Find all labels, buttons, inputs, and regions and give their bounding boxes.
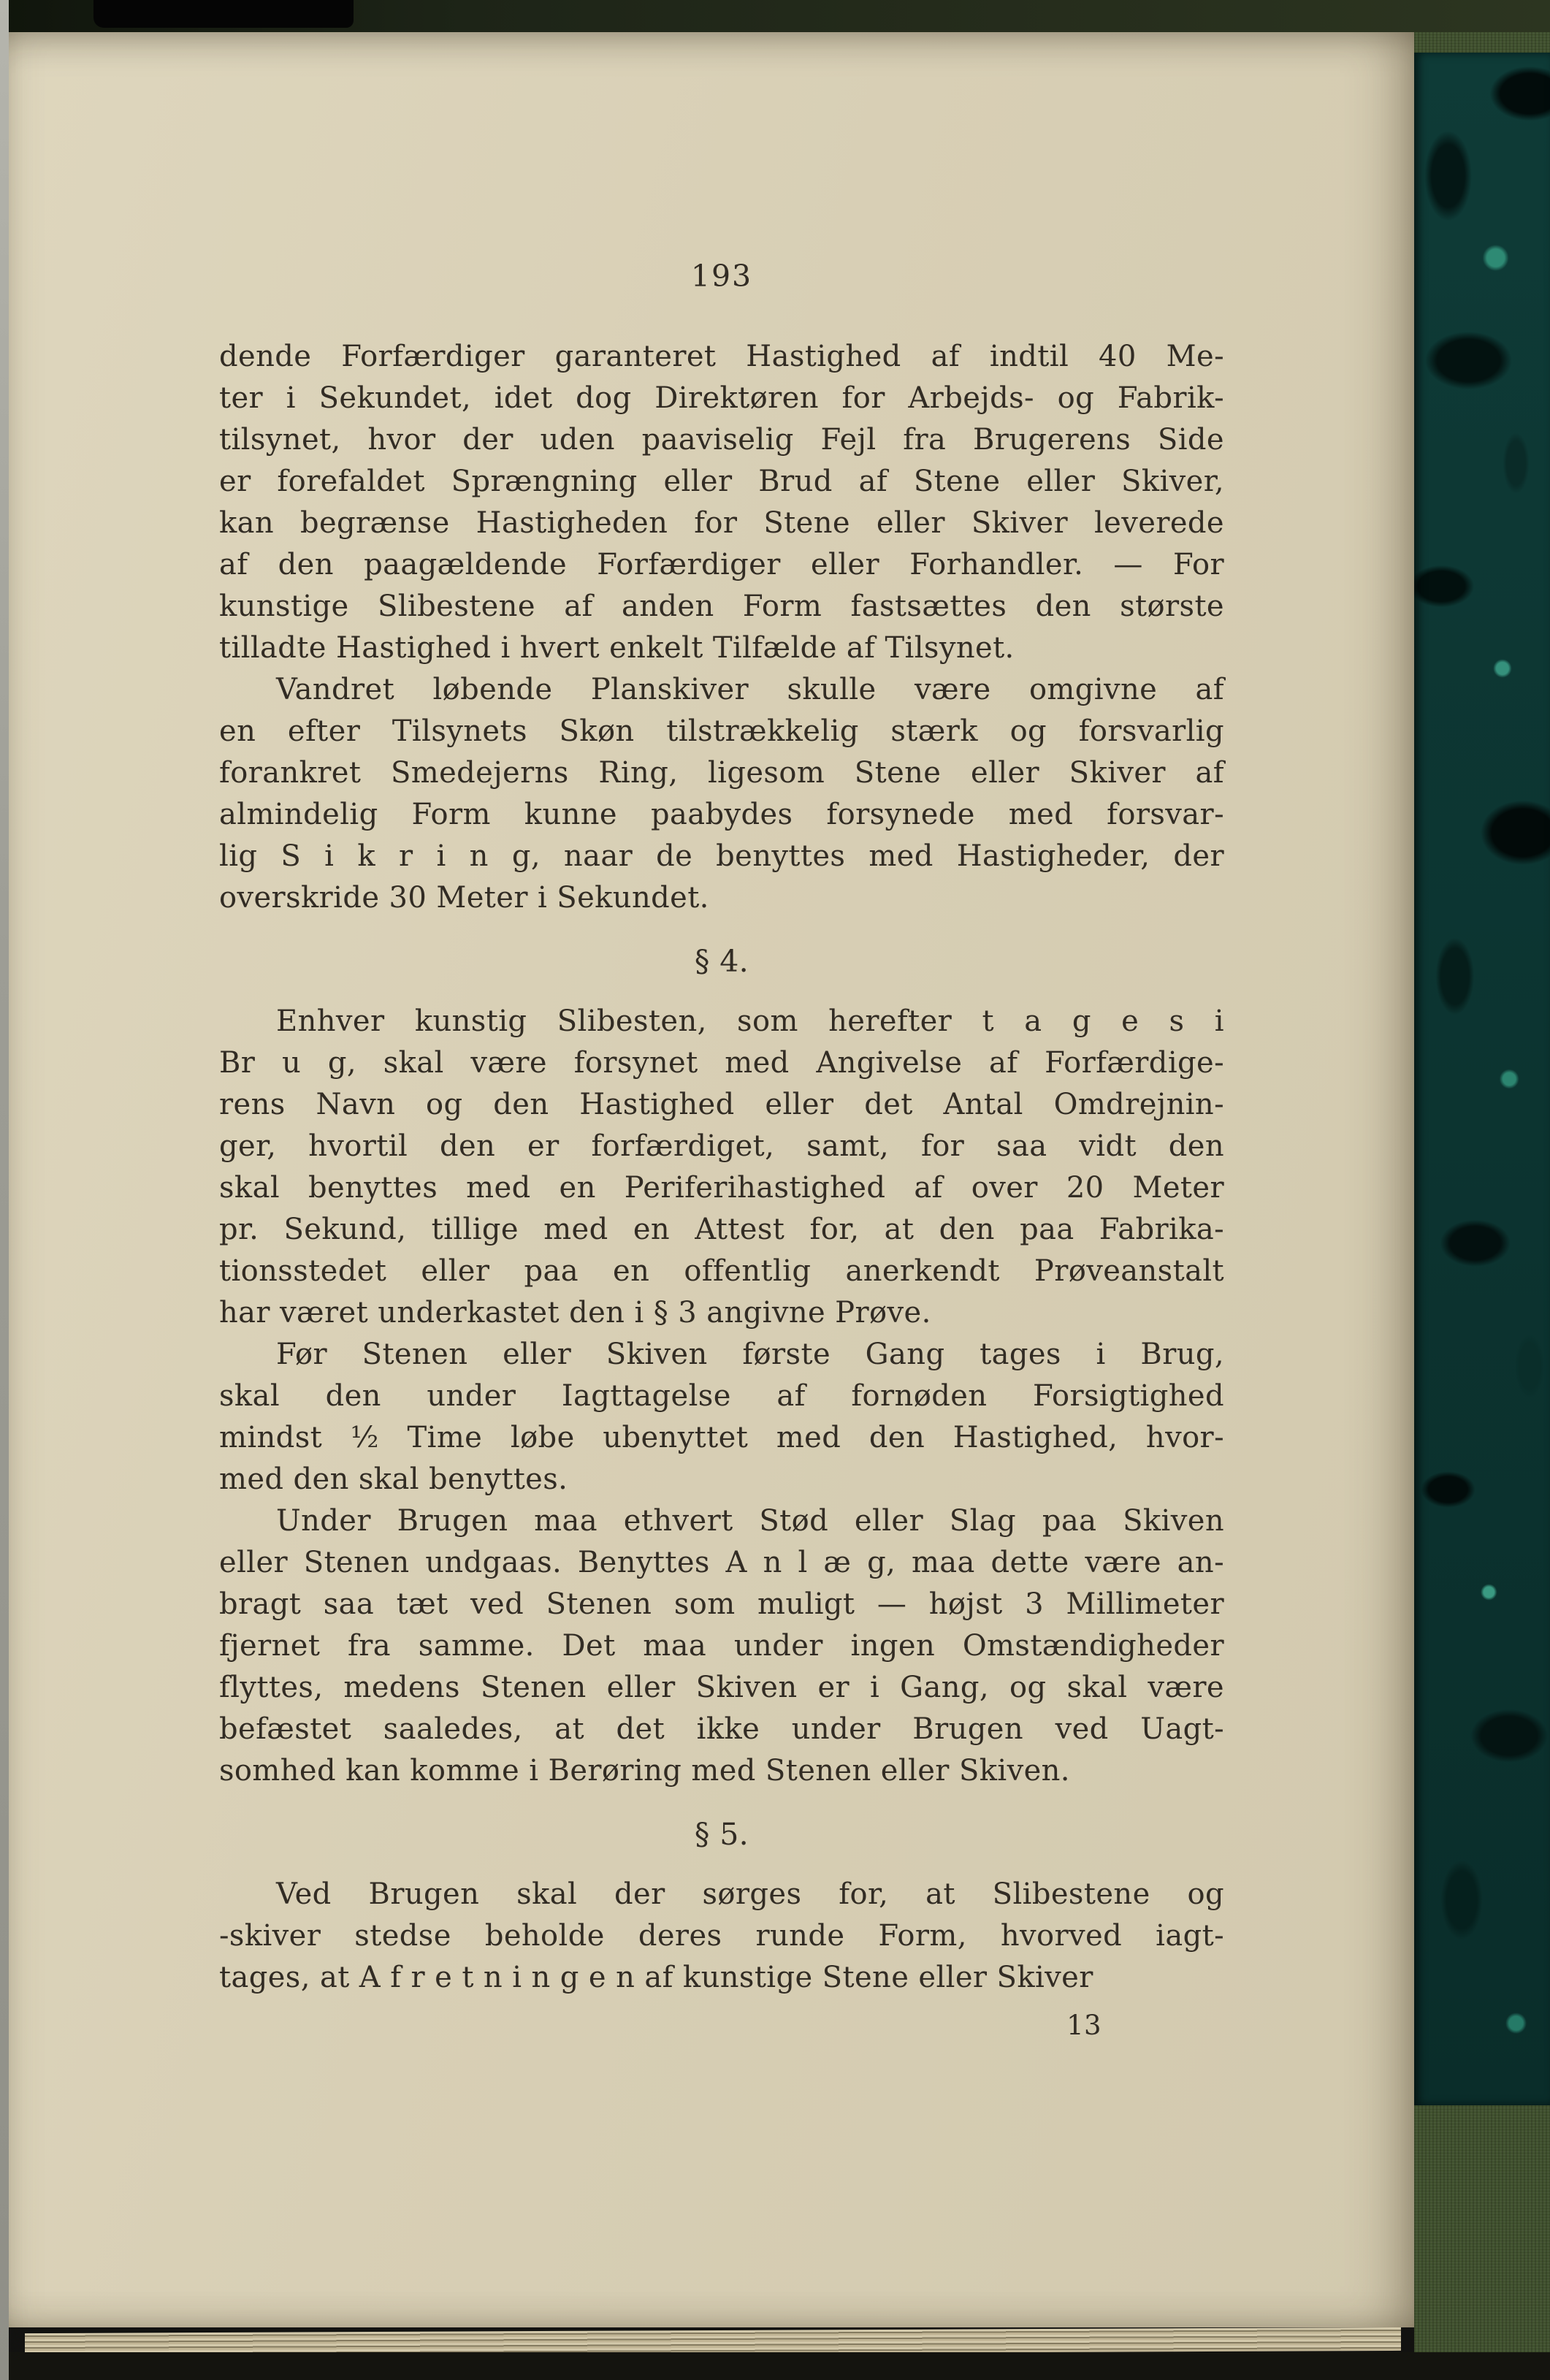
text-line: har været underkastet den i § 3 angivne Prøve. <box>219 1296 931 1330</box>
page-folio: 13 <box>1066 2010 1102 2041</box>
text-line: tionsstedet eller paa en offentlig anerkendt Prøveanstalt <box>219 1254 1224 1288</box>
body-paragraph <box>219 1500 1224 1792</box>
text-line: tages, at A f r e t n i n g e n af kunstige Stene eller Skiver <box>219 1961 1093 1994</box>
binding-notch <box>93 0 354 28</box>
body-paragraph <box>219 1334 1224 1500</box>
text-line: Før Stenen eller Skiven første Gang tages i Brug, <box>276 1338 1224 1371</box>
text-line: ger, hvortil den er forfærdiget, samt, for saa vidt den <box>219 1129 1224 1163</box>
text-line: skal benyttes med en Periferihastighed af over 20 Meter <box>219 1171 1224 1205</box>
body-paragraph <box>219 1001 1224 1334</box>
text-line: Vandret løbende Planskiver skulle være omgivne af <box>276 673 1224 706</box>
body-paragraph <box>219 336 1224 669</box>
text-line: skal den under Iagttagelse af fornøden Forsigtighed <box>219 1379 1224 1413</box>
section-heading: § 4. <box>694 944 749 979</box>
text-line: -skiver stedse beholde deres runde Form, hvorved iagt- <box>219 1919 1224 1953</box>
text-line: bragt saa tæt ved Stenen som muligt — højst 3 Millimeter <box>219 1587 1224 1621</box>
left-edge-strip <box>0 0 9 2380</box>
text-line: fjernet fra samme. Det maa under ingen Omstændigheder <box>219 1629 1224 1663</box>
text-line: rens Navn og den Hastighed eller det Antal Omdrejnin- <box>219 1088 1224 1121</box>
text-line: tilladte Hastighed i hvert enkelt Tilfælde af Tilsynet. <box>219 631 1015 665</box>
text-line: somhed kan komme i Berøring med Stenen eller Skiven. <box>219 1754 1070 1788</box>
text-line: kan begrænse Hastigheden for Stene eller Skiver leverede <box>219 506 1224 540</box>
text-block <box>219 256 1224 2046</box>
text-line: mindst ½ Time løbe ubenyttet med den Hastighed, hvor- <box>219 1421 1224 1454</box>
text-line: Under Brugen maa ethvert Stød eller Slag paa Skiven <box>276 1504 1224 1538</box>
text-line: pr. Sekund, tillige med en Attest for, at den paa Fabrika- <box>219 1213 1224 1246</box>
marbled-cover <box>1414 0 1550 2380</box>
text-line: af den paagældende Forfærdiger eller Forhandler. — For <box>219 548 1224 581</box>
text-line: flyttes, medens Stenen eller Skiven er i Gang, og skal være <box>219 1671 1224 1704</box>
body-paragraph <box>219 669 1224 919</box>
text-line: en efter Tilsynets Skøn tilstrækkelig stærk og forsvarlig <box>219 714 1224 748</box>
bottom-band <box>0 2352 1550 2380</box>
text-line: tilsynet, hvor der uden paaviselig Fejl fra Brugerens Side <box>219 423 1224 457</box>
text-line: befæstet saaledes, at det ikke under Brugen ved Uagt- <box>219 1712 1224 1746</box>
marble-paper-edge <box>1414 53 1550 2105</box>
text-line: kunstige Slibestene af anden Form fastsættes den største <box>219 590 1224 623</box>
text-line: Br u g, skal være forsynet med Angivelse af Forfærdige- <box>219 1046 1224 1080</box>
text-line: er forefaldet Sprængning eller Brud af Stene eller Skiver, <box>219 465 1224 498</box>
text-line: med den skal benyttes. <box>219 1462 568 1496</box>
text-line: Enhver kunstig Slibesten, som herefter t a g e s i <box>276 1004 1224 1038</box>
text-line: overskride 30 Meter i Sekundet. <box>219 881 709 915</box>
section-heading: § 5. <box>694 1817 749 1852</box>
body-content <box>219 336 1224 1999</box>
body-paragraph <box>219 1874 1224 1999</box>
text-line: dende Forfærdiger garanteret Hastighed af indtil 40 Me- <box>219 340 1224 373</box>
page-number: 193 <box>690 259 753 294</box>
text-line: ter i Sekundet, idet dog Direktøren for Arbejds- og Fabrik- <box>219 381 1224 415</box>
text-line: lig S i k r i n g, naar de benyttes med Hastigheder, der <box>219 839 1224 873</box>
text-line: Ved Brugen skal der sørges for, at Slibestene og <box>276 1877 1224 1911</box>
text-line: eller Stenen undgaas. Benyttes A n l æ g, maa dette være an- <box>219 1546 1224 1579</box>
text-line: almindelig Form kunne paabydes forsynede med forsvar- <box>219 798 1224 831</box>
text-line: forankret Smedejerns Ring, ligesom Stene eller Skiver af <box>219 756 1224 790</box>
